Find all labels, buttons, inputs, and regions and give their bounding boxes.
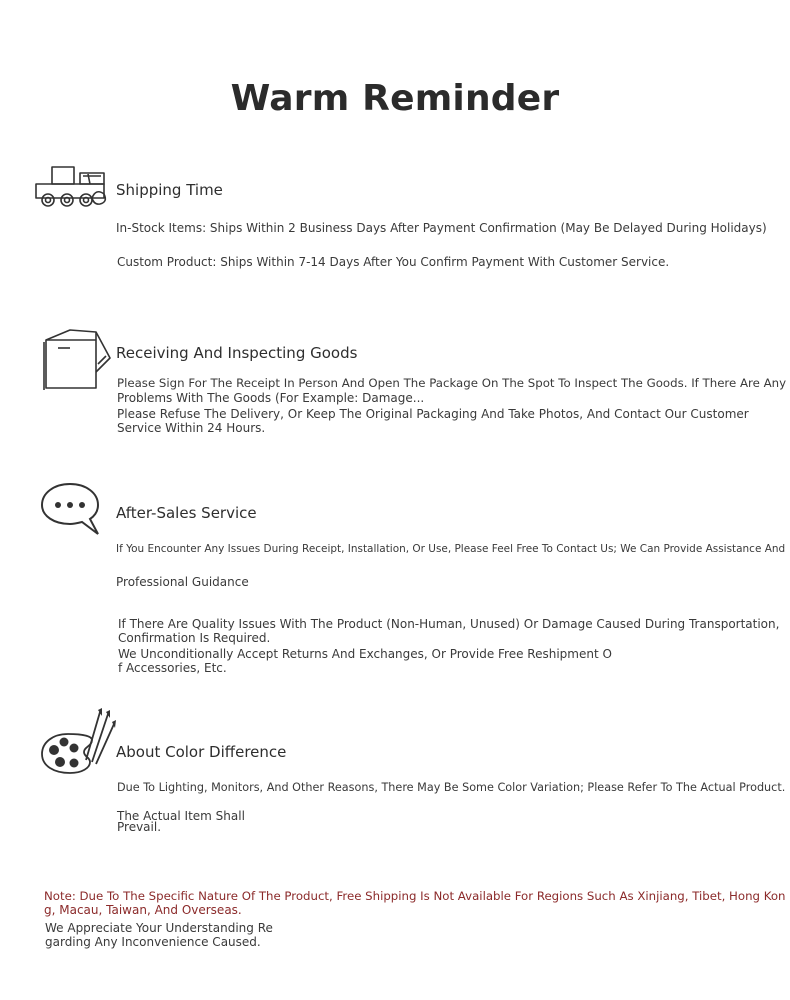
after-sales-line-6: f Accessories, Etc. bbox=[118, 661, 227, 675]
color-line-3: Prevail. bbox=[117, 820, 162, 834]
after-sales-heading: After-Sales Service bbox=[116, 504, 257, 522]
receiving-line-4: Service Within 24 Hours. bbox=[117, 421, 266, 435]
page-title: Warm Reminder bbox=[230, 78, 560, 119]
receiving-line-1: Please Sign For The Receipt In Person And Open The Package On The Spot To Inspect The Goods. If There Are Any bbox=[117, 376, 787, 390]
box-icon bbox=[40, 328, 114, 392]
after-sales-line-3: If There Are Quality Issues With The Product (Non-Human, Unused) Or Damage Caused During Transportation, bbox=[118, 617, 780, 631]
after-sales-line-1: If You Encounter Any Issues During Receipt, Installation, Or Use, Please Feel Free To Contact Us; We Can Provide Assistance And bbox=[116, 543, 786, 555]
color-line-2: The Actual Item Shall bbox=[117, 809, 245, 823]
receiving-line-2: Problems With The Goods (For Example: Damage... bbox=[117, 391, 425, 405]
palette-icon bbox=[40, 706, 116, 776]
note-line-2: g, Macau, Taiwan, And Overseas. bbox=[44, 903, 242, 917]
chat-bubble-icon bbox=[40, 482, 104, 538]
note-line-3: We Appreciate Your Understanding Re bbox=[45, 921, 273, 935]
shipping-heading: Shipping Time bbox=[116, 181, 223, 199]
after-sales-line-2: Professional Guidance bbox=[116, 575, 249, 589]
after-sales-line-5: We Unconditionally Accept Returns And Exchanges, Or Provide Free Reshipment O bbox=[118, 647, 612, 661]
color-line-1: Due To Lighting, Monitors, And Other Reasons, There May Be Some Color Variation; Please Refer To The Actual Product. bbox=[117, 781, 786, 794]
receiving-line-3: Please Refuse The Delivery, Or Keep The Original Packaging And Take Photos, And Contact Our Customer bbox=[117, 407, 749, 421]
receiving-heading: Receiving And Inspecting Goods bbox=[116, 344, 358, 362]
color-heading: About Color Difference bbox=[116, 743, 287, 761]
shipping-line-1: In-Stock Items: Ships Within 2 Business Days After Payment Confirmation (May Be Delayed During Holidays) bbox=[116, 221, 767, 235]
note-line-4: garding Any Inconvenience Caused. bbox=[45, 935, 261, 949]
truck-icon bbox=[34, 164, 124, 210]
after-sales-line-4: Confirmation Is Required. bbox=[118, 631, 271, 645]
note-line-1: Note: Due To The Specific Nature Of The Product, Free Shipping Is Not Available For Regions Such As Xinjiang, Tibet, Hong Kon bbox=[44, 889, 786, 903]
shipping-line-2: Custom Product: Ships Within 7-14 Days After You Confirm Payment With Customer Service. bbox=[117, 255, 670, 269]
